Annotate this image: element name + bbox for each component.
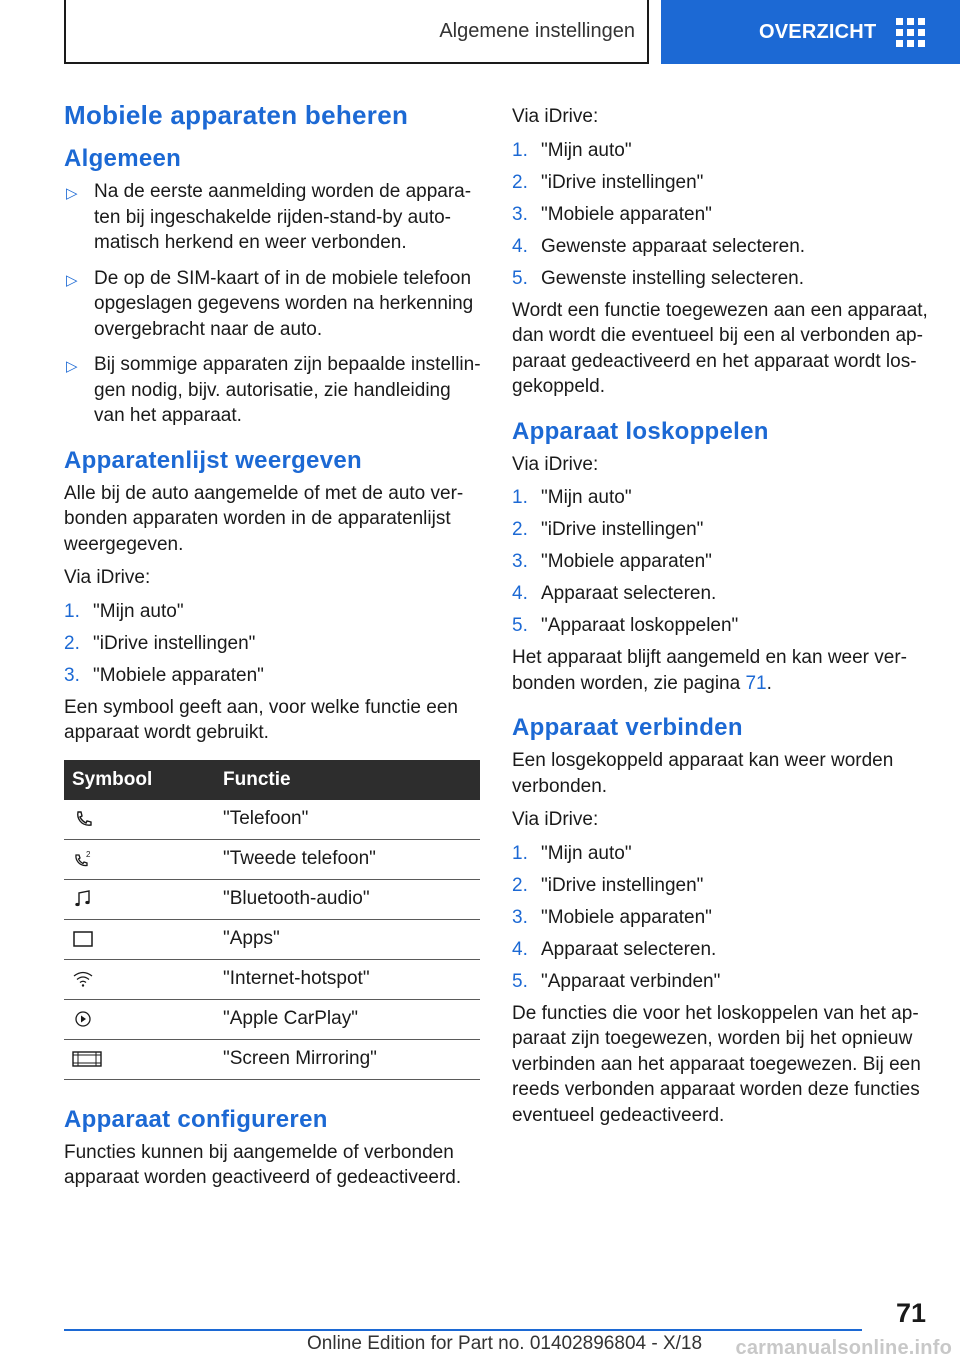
table-row (64, 879, 480, 919)
bullet-text: Na de eerste aanmelding worden de appara-ten bij ingeschakelde rijden-stand-by auto-matisch herkend en weer verbonden. (94, 181, 472, 253)
loskoppelen-text-end: . (766, 672, 772, 694)
list-item (64, 352, 482, 429)
section-heading-algemeen: Algemeen (64, 145, 182, 172)
section-heading-loskoppelen: Apparaat loskoppelen (512, 417, 769, 445)
step-number: 1. (512, 842, 528, 864)
apparatenlijst-steps (64, 599, 482, 689)
wifi-icon (72, 970, 94, 988)
step-text: "Mijn auto" (541, 487, 632, 508)
loskoppelen-result-text (512, 645, 930, 696)
table-header-row (64, 760, 480, 800)
header-section-title: Algemene instellingen (439, 19, 635, 42)
verbinden-steps (512, 841, 930, 995)
step-item (512, 841, 930, 867)
overview-label: OVERZICHT (759, 20, 877, 43)
svg-text:2: 2 (86, 849, 91, 859)
symbol-explanation: Een symbool geeft aan, voor welke functie een apparaat wordt gebruikt. (64, 696, 458, 743)
step-text: "Mobiele apparaten" (541, 906, 712, 928)
step-item (64, 599, 482, 625)
overview-button[interactable] (661, 0, 960, 64)
step-text: Gewenste apparaat selecteren. (541, 235, 806, 257)
function-cell: "Telefoon" (215, 800, 480, 840)
step-number: 5. (512, 615, 528, 636)
step-number: 2. (64, 632, 80, 654)
symbol-cell (64, 800, 215, 840)
edition-text: Online Edition for Part no. 01402896804 - X/18 (307, 1333, 703, 1354)
step-text: "iDrive instellingen" (93, 632, 256, 654)
step-item (512, 613, 930, 639)
step-number: 2. (512, 171, 528, 193)
step-item (512, 969, 930, 995)
step-item (512, 485, 930, 511)
table-row (64, 959, 480, 999)
triangle-bullet-icon: ▷ (66, 185, 78, 202)
function-assignment-text: Wordt een functie toegewezen aan een apparaat, dan wordt die eventueel bij een al verbonden ap-paraat gedeactiveerd en het apparaat wordt los-gekoppeld. (512, 299, 928, 397)
column-header-symbool: Symbool (64, 760, 215, 800)
function-cell: "Bluetooth-audio" (215, 879, 480, 919)
step-text: "Apparaat loskoppelen" (541, 615, 739, 636)
step-number: 1. (512, 487, 528, 508)
step-item (512, 549, 930, 575)
apps-icon (72, 930, 94, 948)
table-row (64, 919, 480, 959)
step-item (512, 138, 930, 164)
function-cell: "Apple CarPlay" (215, 999, 480, 1039)
symbol-cell (64, 919, 215, 959)
music-note-icon (72, 890, 94, 908)
step-number: 3. (512, 551, 528, 572)
table-row (64, 839, 480, 879)
step-item (512, 581, 930, 607)
step-text: "Mijn auto" (541, 139, 632, 161)
step-number: 3. (512, 203, 528, 225)
step-number: 4. (512, 938, 528, 960)
step-text: "Mobiele apparaten" (541, 203, 712, 225)
list-item (64, 266, 482, 343)
step-number: 5. (512, 267, 528, 289)
symbol-cell (64, 1039, 215, 1079)
phone-icon (72, 810, 94, 828)
step-text: "Mijn auto" (541, 842, 632, 864)
table-row (64, 800, 480, 840)
section-heading-configureren: Apparaat configureren (64, 1105, 328, 1133)
function-cell: "Tweede telefoon" (215, 839, 480, 879)
step-number: 3. (64, 664, 80, 686)
step-item (512, 170, 930, 196)
table-row (64, 999, 480, 1039)
second-phone-icon (72, 850, 94, 868)
via-idrive-label: Via iDrive: (512, 809, 599, 830)
verbinden-text: De functies die voor het loskoppelen van het ap-paraat zijn toegewezen, worden bij het opnieuw verbinden aan het apparaat toegewezen. Bij een reeds verbonden apparaat worden deze functies eventueel gedeactiveerd. (512, 1002, 921, 1126)
step-item (64, 663, 482, 689)
loskoppelen-steps (512, 485, 930, 639)
step-text: "iDrive instellingen" (541, 519, 704, 540)
footer-divider (64, 1329, 862, 1331)
step-text: Apparaat selecteren. (541, 938, 717, 960)
function-cell: "Internet-hotspot" (215, 959, 480, 999)
algemeen-bullet-list (64, 179, 482, 429)
right-column (512, 104, 930, 1136)
step-item (512, 905, 930, 931)
apparatenlijst-intro: Alle bij de auto aangemelde of met de auto ver-bonden apparaten worden in de apparatenlijst weergegeven. (64, 482, 464, 555)
via-idrive-label: Via iDrive: (64, 567, 151, 588)
step-item (512, 517, 930, 543)
triangle-bullet-icon: ▷ (66, 358, 78, 375)
step-text: "Apparaat verbinden" (541, 970, 721, 992)
step-item (512, 202, 930, 228)
step-text: "Mobiele apparaten" (93, 664, 264, 686)
step-number: 5. (512, 970, 528, 992)
list-item (64, 179, 482, 256)
screen-mirroring-icon (72, 1050, 102, 1068)
left-column (64, 96, 482, 1199)
step-item (512, 873, 930, 899)
step-number: 2. (512, 874, 528, 896)
page-number: 71 (895, 1298, 926, 1328)
configureren-text: Functies kunnen bij aangemelde of verbonden apparaat worden geactiveerd of gedeactiveerd. (64, 1141, 462, 1188)
step-item (512, 937, 930, 963)
step-item (512, 266, 930, 292)
step-number: 2. (512, 519, 528, 540)
header-section-tab[interactable] (64, 0, 649, 64)
step-text: "Mijn auto" (93, 600, 184, 622)
symbol-cell (64, 839, 215, 879)
step-number: 4. (512, 583, 528, 604)
page-title: Mobiele apparaten beheren (64, 100, 409, 130)
triangle-bullet-icon: ▷ (66, 271, 78, 289)
step-text: Apparaat selecteren. (541, 583, 717, 604)
step-text: "Mobiele apparaten" (541, 551, 712, 572)
section-heading-verbinden: Apparaat verbinden (512, 714, 743, 741)
verbinden-intro: Een losgekoppeld apparaat kan weer worden verbonden. (512, 750, 894, 797)
symbol-cell (64, 959, 215, 999)
step-number: 3. (512, 906, 528, 928)
step-text: Gewenste instelling selecteren. (541, 267, 804, 289)
step-number: 1. (512, 139, 528, 161)
via-idrive-label: Via iDrive: (512, 453, 599, 475)
step-item (64, 631, 482, 657)
watermark: carmanualsonline.info (735, 1337, 952, 1359)
function-cell: "Screen Mirroring" (215, 1039, 480, 1079)
loskoppelen-text: Het apparaat blijft aangemeld en kan weer ver-bonden worden, zie pagina (512, 647, 908, 694)
symbol-cell (64, 999, 215, 1039)
table-row (64, 1039, 480, 1079)
bullet-text: Bij sommige apparaten zijn bepaalde instellin-gen nodig, bijv. autorisatie, zie handleiding van het apparaat. (94, 354, 481, 426)
step-text: "iDrive instellingen" (541, 874, 704, 896)
via-idrive-label: Via iDrive: (512, 106, 599, 127)
symbol-cell (64, 879, 215, 919)
symbol-table (64, 760, 480, 1080)
carplay-icon (72, 1010, 94, 1028)
step-number: 4. (512, 235, 528, 257)
step-item (512, 234, 930, 260)
grid-menu-icon (896, 18, 925, 47)
function-cell: "Apps" (215, 919, 480, 959)
step-text: "iDrive instellingen" (541, 171, 704, 193)
step-number: 1. (64, 600, 80, 622)
section-heading-apparatenlijst: Apparatenlijst weergeven (64, 446, 362, 474)
column-header-functie: Functie (215, 760, 480, 800)
page-reference-link[interactable]: 71 (745, 672, 767, 694)
bullet-text: De op de SIM-kaart of in de mobiele telefoon opgeslagen gegevens worden na herkenning overgebracht naar de auto. (94, 267, 474, 340)
configureren-steps (512, 138, 930, 292)
